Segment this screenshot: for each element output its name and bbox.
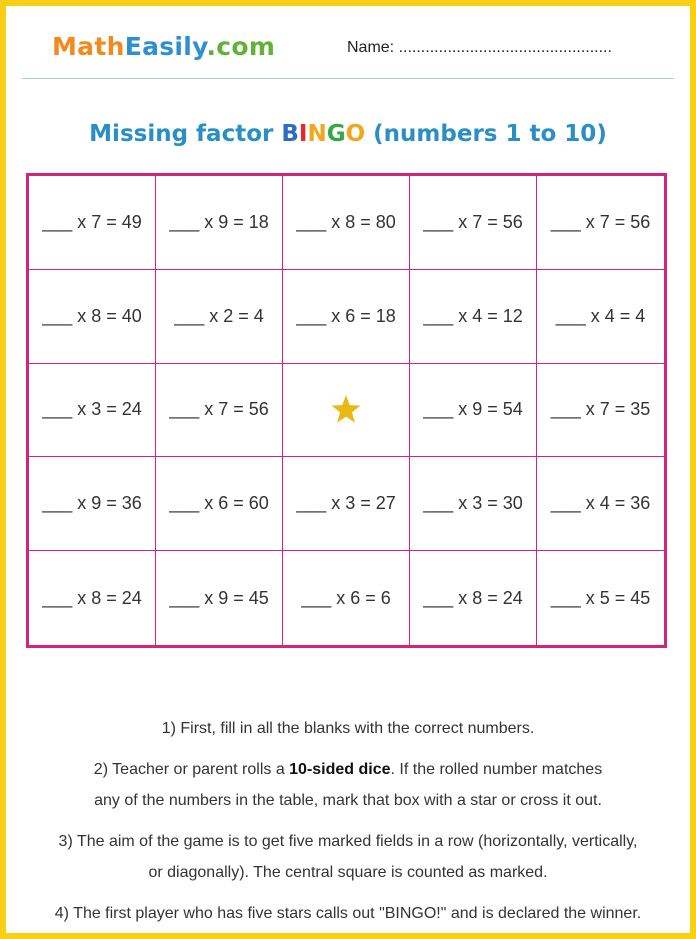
instruction-step-2 bbox=[6, 754, 690, 816]
title-prefix: Missing factor bbox=[89, 121, 282, 147]
logo-part-com: .com bbox=[206, 32, 276, 61]
bingo-cell: ___ x 8 = 24 bbox=[410, 551, 537, 645]
step-2-text-start: 2) Teacher or parent rolls a bbox=[93, 761, 290, 778]
bingo-cell: ___ x 9 = 36 bbox=[29, 457, 156, 551]
instruction-step-3 bbox=[6, 826, 690, 888]
bingo-letter-i: I bbox=[298, 121, 308, 147]
bingo-cell: ___ x 9 = 45 bbox=[156, 551, 283, 645]
bingo-cell: ___ x 7 = 35 bbox=[537, 364, 664, 458]
bingo-cell: ___ x 7 = 56 bbox=[410, 176, 537, 270]
site-logo bbox=[52, 32, 275, 61]
header bbox=[6, 6, 690, 84]
instructions bbox=[6, 713, 690, 929]
title-suffix: (numbers 1 to 10) bbox=[365, 121, 607, 147]
star-icon bbox=[329, 393, 363, 427]
step-2-dice-highlight: 10-sided dice bbox=[289, 761, 391, 778]
bingo-cell: ___ x 3 = 27 bbox=[283, 457, 410, 551]
bingo-letter-o: O bbox=[345, 121, 366, 147]
worksheet-title bbox=[6, 121, 690, 147]
logo-part-math: Math bbox=[52, 32, 125, 61]
bingo-cell: ___ x 4 = 12 bbox=[410, 270, 537, 364]
bingo-cell: ___ x 6 = 6 bbox=[283, 551, 410, 645]
bingo-cell: ___ x 8 = 24 bbox=[29, 551, 156, 645]
bingo-letter-g: G bbox=[326, 121, 346, 147]
bingo-letter-b: B bbox=[281, 121, 299, 147]
header-divider bbox=[22, 78, 674, 79]
step-2-line-2: any of the numbers in the table, mark that box with a star or cross it out. bbox=[94, 792, 602, 809]
logo-part-easily: Easily bbox=[124, 32, 207, 61]
bingo-cell: ___ x 9 = 54 bbox=[410, 364, 537, 458]
step-2-text-end: . If the rolled number matches bbox=[390, 761, 603, 778]
instruction-step-4: 4) The first player who has five stars calls out "BINGO!" and is declared the winner. bbox=[54, 905, 642, 922]
bingo-letter-n: N bbox=[307, 121, 327, 147]
bingo-grid bbox=[26, 173, 667, 648]
step-3-line-2: or diagonally). The central square is counted as marked. bbox=[148, 864, 548, 881]
bingo-cell: ___ x 6 = 18 bbox=[283, 270, 410, 364]
bingo-free-cell bbox=[283, 364, 410, 458]
bingo-cell: ___ x 7 = 56 bbox=[537, 176, 664, 270]
bingo-cell: ___ x 2 = 4 bbox=[156, 270, 283, 364]
bingo-cell: ___ x 3 = 30 bbox=[410, 457, 537, 551]
bingo-cell: ___ x 4 = 36 bbox=[537, 457, 664, 551]
bingo-cell: ___ x 7 = 49 bbox=[29, 176, 156, 270]
instruction-step-1: 1) First, fill in all the blanks with the correct numbers. bbox=[161, 720, 535, 737]
bingo-cell: ___ x 5 = 45 bbox=[550, 587, 651, 608]
bingo-cell: ___ x 9 = 18 bbox=[156, 176, 283, 270]
bingo-cell: ___ x 8 = 40 bbox=[29, 270, 156, 364]
bingo-cell: ___ x 6 = 60 bbox=[156, 457, 283, 551]
step-3-line-1: 3) The aim of the game is to get five marked fields in a row (horizontally, vertically, bbox=[58, 833, 638, 850]
bingo-cell: ___ x 8 = 80 bbox=[283, 176, 410, 270]
bingo-cell: ___ x 7 = 56 bbox=[156, 364, 283, 458]
name-field-label: Name: ................................................ bbox=[347, 39, 612, 56]
bingo-cell: ___ x 4 = 4 bbox=[537, 270, 664, 364]
bingo-cell: ___ x 3 = 24 bbox=[29, 364, 156, 458]
